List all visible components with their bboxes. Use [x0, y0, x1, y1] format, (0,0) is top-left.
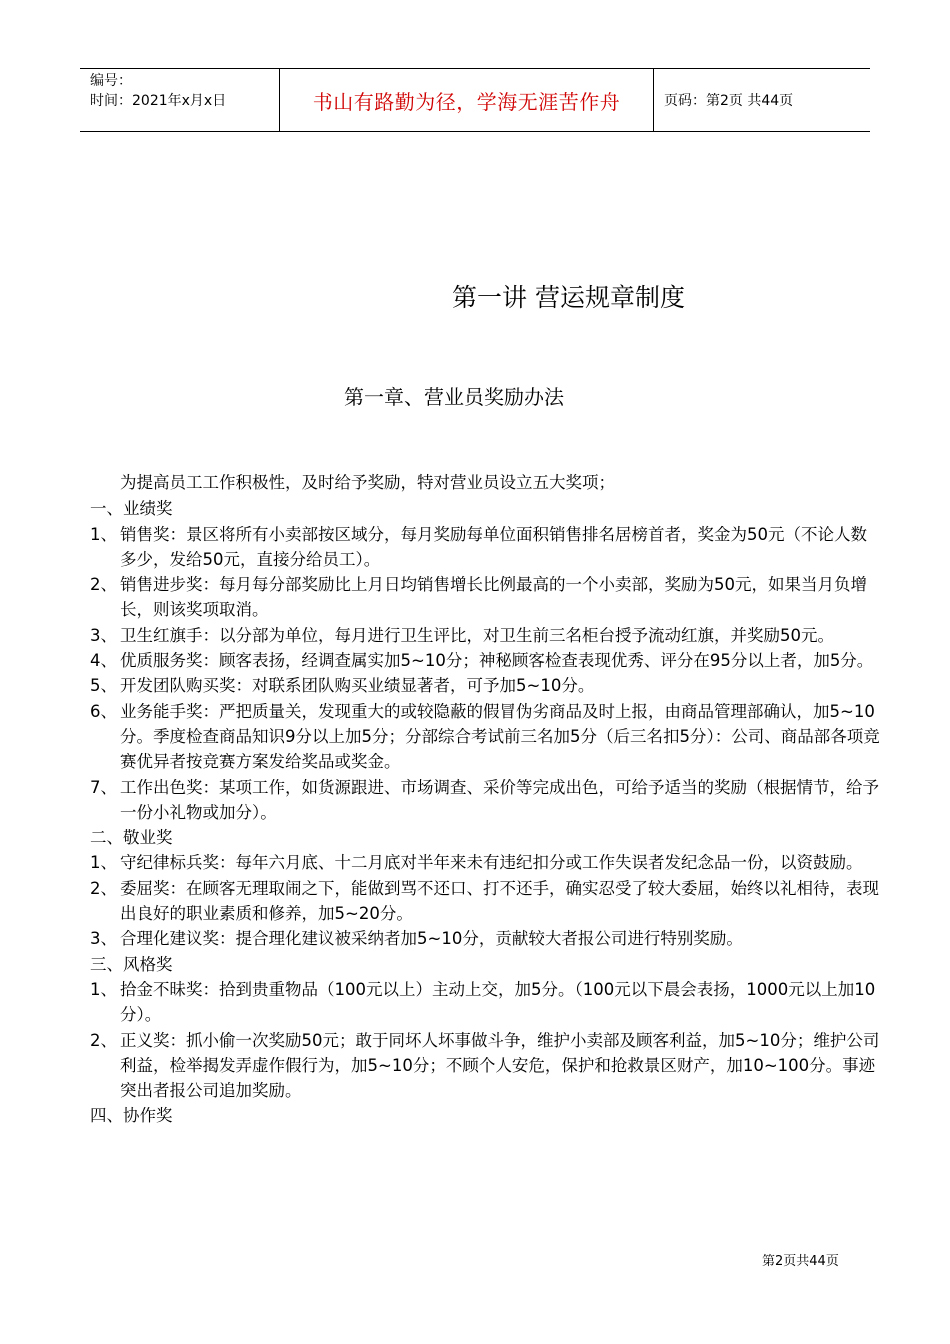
item-number: 3、: [90, 929, 117, 949]
list-item: [90, 876, 880, 927]
item-number: 6、: [90, 701, 117, 721]
section-heading-dedication: 二、敬业奖: [90, 828, 173, 848]
item-text: 守纪律标兵奖：每年六月底、十二月底对半年来未有违纪扣分或工作失误者发纪念品一份，以资鼓励。: [120, 853, 863, 873]
item-number: 2、: [90, 878, 117, 898]
item-number: 1、: [90, 979, 117, 999]
list-item: [90, 522, 880, 573]
item-number: 7、: [90, 777, 117, 797]
list-item: [90, 572, 880, 623]
item-number: 2、: [90, 575, 117, 595]
item-number: 4、: [90, 651, 117, 671]
page-header: [80, 68, 870, 132]
doc-number-label: 编号：: [90, 73, 132, 89]
item-text: 委屈奖：在顾客无理取闹之下，能做到骂不还口、打不还手，确实忍受了较大委屈，始终以礼相待，表现出良好的职业素质和修养，加5~20分。: [120, 878, 879, 924]
intro-paragraph: 为提高员工工作积极性，及时给予奖励，特对营业员设立五大奖项；: [120, 473, 615, 492]
list-item: [90, 926, 880, 951]
item-number: 1、: [90, 853, 117, 873]
header-page-info: 页码：第2页 共44页: [664, 93, 794, 109]
item-text: 开发团队购买奖：对联系团队购买业绩显著者，可予加5~10分。: [120, 676, 595, 696]
section-heading-character: 三、风格奖: [90, 954, 173, 974]
doc-time-label: 时间：2021年x月x日: [90, 93, 227, 109]
item-text: 销售奖：景区将所有小卖部按区域分，每月奖励每单位面积销售排名居榜首者，奖金为50元（不论人数多少，发给50元，直接分给员工）。: [120, 524, 867, 569]
item-text: 卫生红旗手：以分部为单位，每月进行卫生评比，对卫生前三名柜台授予流动红旗，并奖励50元。: [120, 625, 834, 645]
item-number: 1、: [90, 524, 117, 544]
section-heading-cooperation: 四、协作奖: [90, 1106, 173, 1126]
item-text: 业务能手奖：严把质量关，发现重大的或较隐蔽的假冒伪劣商品及时上报，由商品管理部确认，加5~10分。季度检查商品知识9分以上加5分；分部综合考试前三名加5分（后三名扣5分）：公司、商品部各项竞赛优异者按竞赛方案发给奖品或奖金。: [120, 701, 880, 772]
chapter-title: 第一章、营业员奖励办法: [344, 385, 564, 409]
item-text: 优质服务奖：顾客表扬，经调查属实加5~10分；神秘顾客检查表现优秀、评分在95分以上者，加5分。: [120, 651, 874, 671]
item-text: 合理化建议奖：提合理化建议被采纳者加5~10分，贡献较大者报公司进行特别奖励。: [120, 929, 743, 949]
document-title: 第一讲 营运规章制度: [452, 283, 685, 312]
list-item: [90, 775, 880, 826]
list-item: [90, 699, 880, 775]
item-number: 3、: [90, 625, 117, 645]
list-item: [90, 648, 880, 673]
list-item: [90, 850, 880, 875]
header-motto: 书山有路勤为径，学海无涯苦作舟: [280, 69, 654, 131]
list-item: [90, 623, 880, 648]
item-text: 工作出色奖：某项工作，如货源跟进、市场调查、采价等完成出色，可给予适当的奖励（根据情节，给予一份小礼物或加分）。: [120, 777, 879, 822]
item-text: 销售进步奖：每月每分部奖励比上月日均销售增长比例最高的一个小卖部，奖励为50元，如果当月负增长，则该奖项取消。: [120, 575, 867, 620]
item-text: 正义奖：抓小偷一次奖励50元；敢于同坏人坏事做斗争，维护小卖部及顾客利益，加5~10分；维护公司利益，检举揭发弄虚作假行为，加5~10分；不顾个人安危，保护和抢救景区财产，加10~100分。事迹突出者报公司追加奖励。: [120, 1030, 880, 1101]
item-text: 拾金不昧奖：拾到贵重物品（100元以上）主动上交，加5分。（100元以下晨会表扬，1000元以上加10分）。: [120, 979, 876, 1025]
document-body: [90, 470, 880, 1129]
item-number: 2、: [90, 1030, 117, 1050]
item-number: 5、: [90, 676, 117, 696]
page-footer: 第2页共44页: [762, 1254, 839, 1269]
section-heading-performance: 一、业绩奖: [90, 499, 173, 519]
list-item: [90, 673, 880, 698]
list-item: [90, 977, 880, 1028]
list-item: [90, 1028, 880, 1104]
header-meta-cell: [80, 69, 280, 131]
